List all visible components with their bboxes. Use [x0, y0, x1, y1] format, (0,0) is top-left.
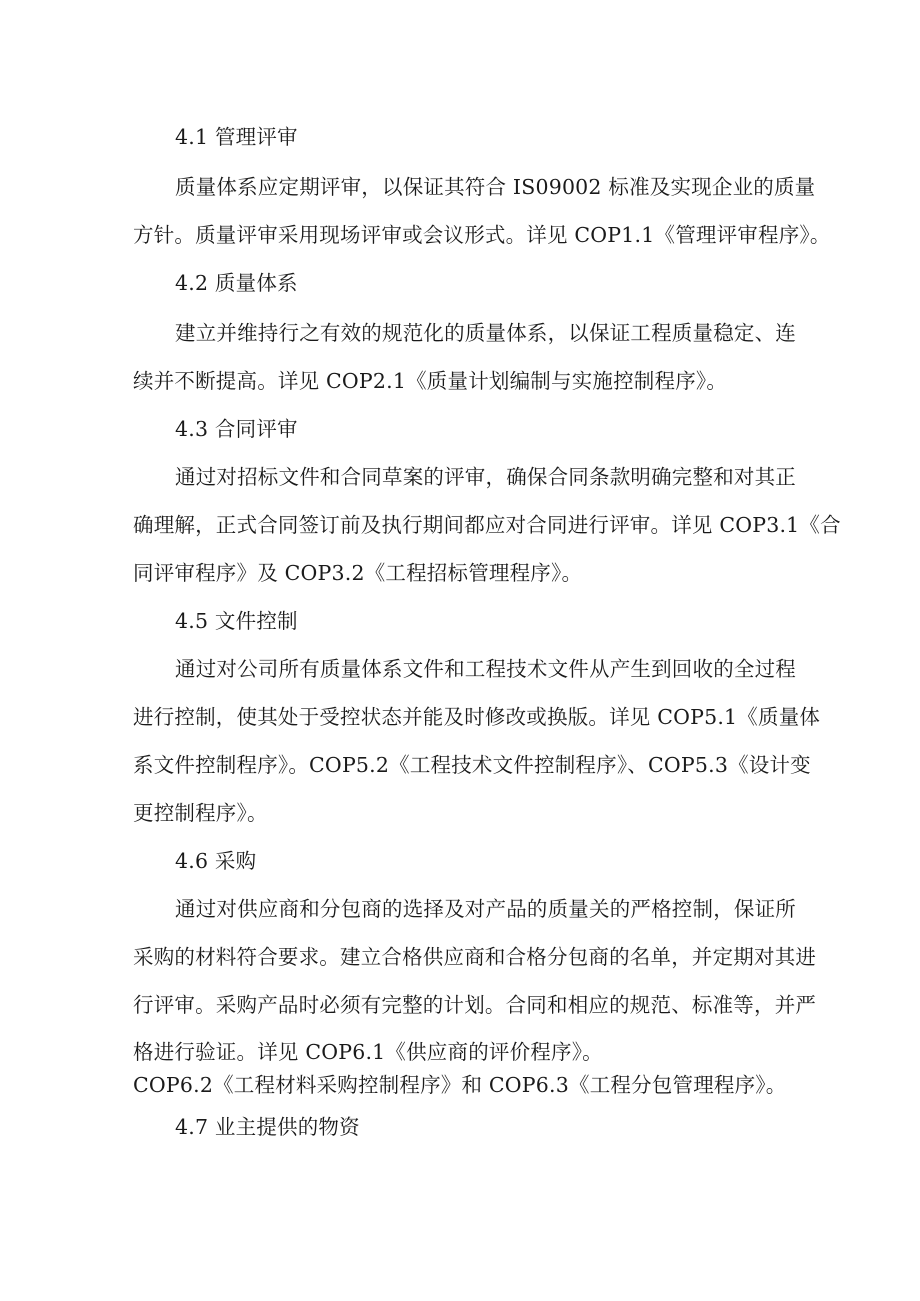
- paragraph-line: 同评审程序》及 COP3.2《工程招标管理程序》。: [133, 561, 583, 585]
- paragraph-line: 建立并维持行之有效的规范化的质量体系，以保证工程质量稳定、连: [175, 321, 796, 345]
- paragraph-line: COP6.2《工程材料采购控制程序》和 COP6.3《工程分包管理程序》。: [133, 1073, 787, 1097]
- paragraph-line: 质量体系应定期评审，以保证其符合 IS09002 标准及实现企业的质量: [175, 175, 816, 199]
- section-heading-4-3: 4.3 合同评审: [175, 417, 298, 441]
- paragraph-line: 方针。质量评审采用现场评审或会议形式。详见 COP1.1《管理评审程序》。: [133, 223, 831, 247]
- paragraph-line: 进行控制，使其处于受控状态并能及时修改或换版。详见 COP5.1《质量体: [133, 705, 821, 729]
- section-heading-4-7: 4.7 业主提供的物资: [175, 1115, 360, 1139]
- paragraph-line: 系文件控制程序》。COP5.2《工程技术文件控制程序》、COP5.3《设计变: [133, 753, 811, 777]
- paragraph-line: 确理解，正式合同签订前及执行期间都应对合同进行评审。详见 COP3.1《合: [133, 513, 841, 537]
- section-heading-4-2: 4.2 质量体系: [175, 271, 298, 295]
- paragraph-line: 通过对招标文件和合同草案的评审，确保合同条款明确完整和对其正: [175, 465, 796, 489]
- section-heading-4-5: 4.5 文件控制: [175, 609, 298, 633]
- section-heading-4-6: 4.6 采购: [175, 849, 257, 873]
- paragraph-line: 续并不断提高。详见 COP2.1《质量计划编制与实施控制程序》。: [133, 369, 728, 393]
- paragraph-line: 行评审。采购产品时必须有完整的计划。合同和相应的规范、标准等，并严: [133, 993, 817, 1017]
- section-heading-4-1: 4.1 管理评审: [175, 125, 298, 149]
- paragraph-line: 更控制程序》。: [133, 801, 268, 825]
- paragraph-line: 采购的材料符合要求。建立合格供应商和合格分包商的名单，并定期对其进: [133, 945, 817, 969]
- paragraph-line: 通过对公司所有质量体系文件和工程技术文件从产生到回收的全过程: [175, 657, 796, 681]
- paragraph-line: 通过对供应商和分包商的选择及对产品的质量关的严格控制，保证所: [175, 897, 796, 921]
- paragraph-line: 格进行验证。详见 COP6.1《供应商的评价程序》。: [133, 1040, 603, 1064]
